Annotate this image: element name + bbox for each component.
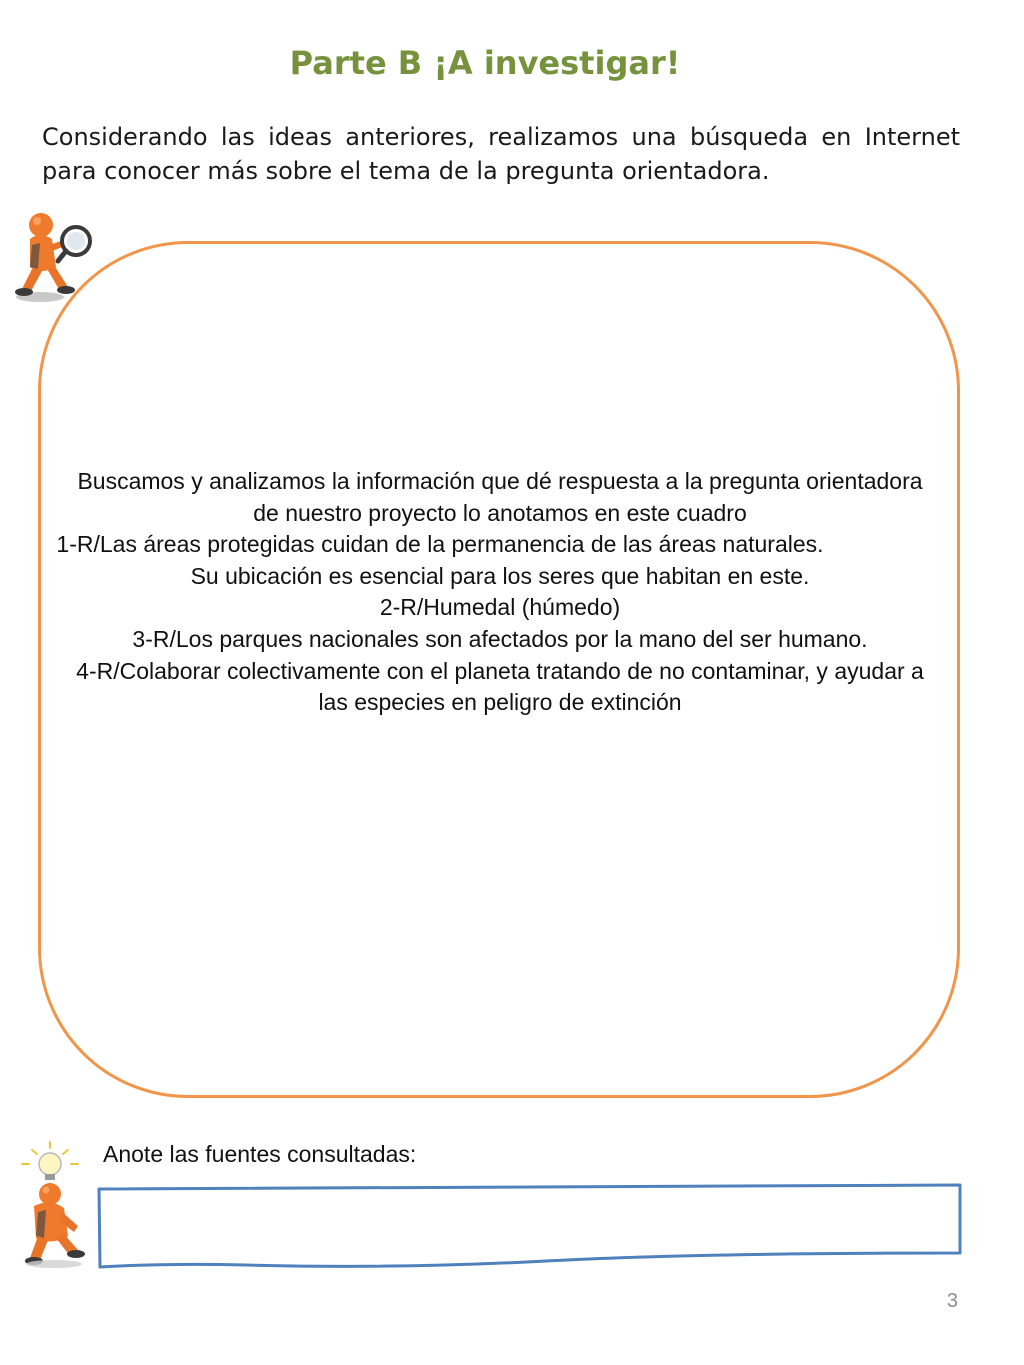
research-line: Su ubicación es esencial para los seres que habitan en este. <box>190 562 810 589</box>
sources-field[interactable] <box>96 1183 964 1273</box>
sources-label: Anote las fuentes consultadas: <box>103 1141 417 1167</box>
research-answers <box>56 466 940 719</box>
research-line: 1-R/Las áreas protegidas cuidan de la permanencia de las áreas naturales. <box>56 531 824 558</box>
research-line: 3-R/Los parques nacionales son afectados por la mano del ser humano. <box>132 625 868 652</box>
page-title: Parte B ¡A investigar! <box>289 44 681 82</box>
research-line: 2-R/Humedal (húmedo) <box>379 594 621 621</box>
intro-paragraph: Considerando las ideas anteriores, realizamos una búsqueda en Internet para conocer más sobre el tema de la pregunta orientadora. <box>42 123 960 185</box>
research-line: las especies en peligro de extinción <box>318 689 682 716</box>
research-line: de nuestro proyecto lo anotamos en este cuadro <box>253 499 747 526</box>
idea-lightbulb-icon <box>12 1140 102 1270</box>
research-line: Buscamos y analizamos la información que dé respuesta a la pregunta orientadora <box>77 468 923 494</box>
page-number: 3 <box>946 1290 958 1312</box>
research-line: 4-R/Colaborar colectivamente con el planeta tratando de no contaminar, y ayudar a <box>76 657 924 684</box>
